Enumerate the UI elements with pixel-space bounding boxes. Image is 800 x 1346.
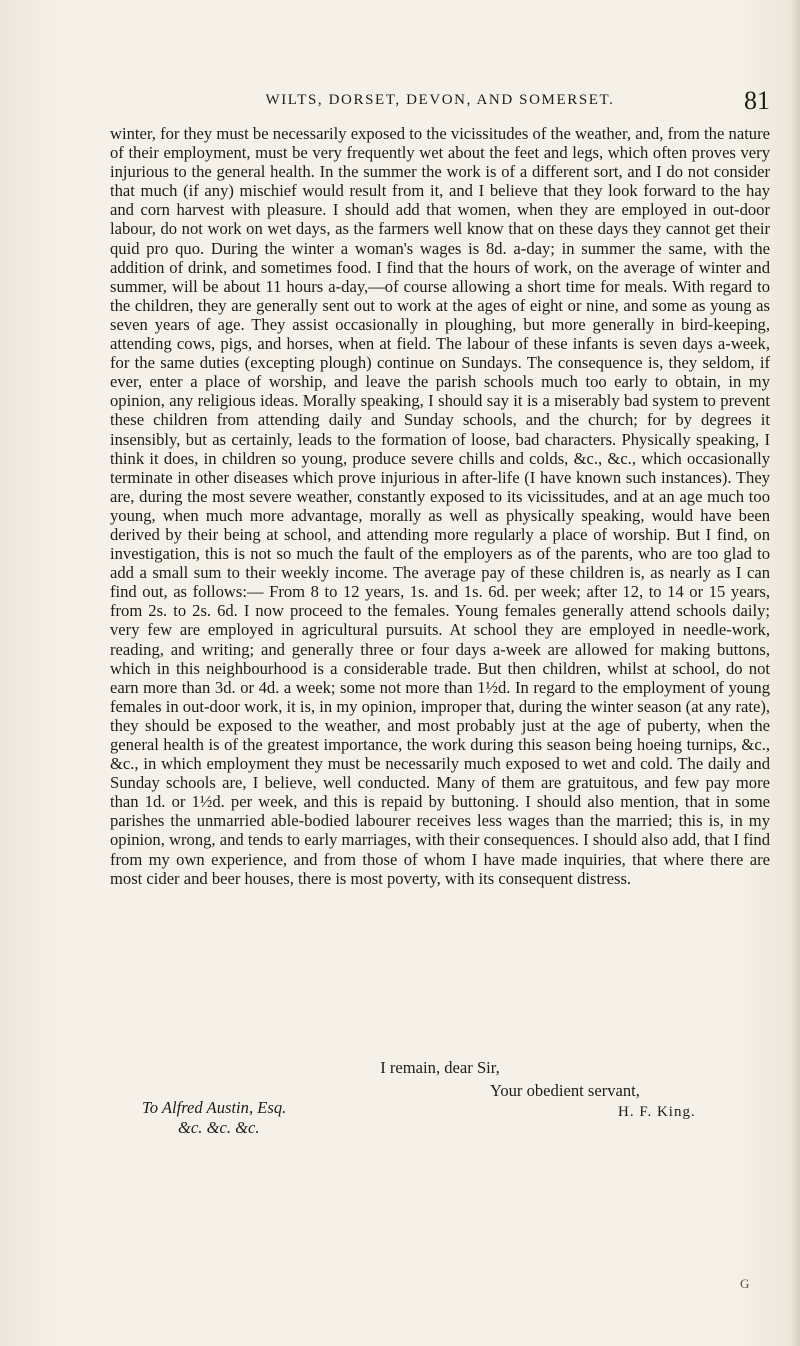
addressee-etc: &c. &c. &c. <box>178 1118 260 1137</box>
page-header <box>110 86 770 116</box>
page-edge-shadow <box>790 0 800 1346</box>
signature: H. F. King. <box>618 1104 696 1120</box>
letter-text: winter, for they must be necessarily exposed to the vicissitudes of the weather, and, from the nature of their employment, must be very frequently wet about the feet and legs, which often proves very injurious to the general health. In the summer the work is of a different sort, and I do not consider that much (if any) mischief would result from it, and I believe that they look forward to the hay and corn harvest with pleasure. I should add that women, when they are employed in out-door labour, do not work on wet days, as the farmers well know that on these days they cannot get their quid pro quo. During the winter a woman's wages is 8d. a-day; in summer the same, with the addition of drink, and sometimes food. I find that the hours of work, on the average of winter and summer, will be about 11 hours a-day,—of course allowing a short time for meals. With regard to the children, they are generally sent out to work at the ages of eight or nine, and some as young as seven years of age. They assist occasionally in ploughing, but more generally in bird-keeping, attending cows, pigs, and horses, when at field. The labour of these infants is seven days a-week, for the same duties (excepting plough) continue on Sundays. The consequence is, they seldom, if ever, enter a place of worship, and leave the parish schools much too early to obtain, in my opinion, any religious ideas. Morally speaking, I should say it is a miserably bad system to prevent these children from attending daily and Sunday schools, and the church; for by degrees it insensibly, but as certainly, leads to the formation of loose, bad characters. Physically speaking, I think it does, in children so young, produce severe chills and colds, &c., &c., which occasionally terminate in other diseases which prove injurious in after-life (I have known such instances). They are, during the most severe weather, constantly exposed to its vicissitudes, and at an age much too young, when much more advantage, morally as well as physically speaking, would have been derived by their being at school, and attending more regularly a place of worship. But I find, on investigation, this is not so much the fault of the employers as of the parents, who are too glad to add a small sum to their weekly income. The average pay of these children is, as nearly as I can find out, as follows:— From 8 to 12 years, 1s. and 1s. 6d. per week; after 12, to 14 or 15 years, from 2s. to 2s. 6d. I now proceed to the females. Young females generally attend schools daily; very few are employed in agricultural pursuits. At school they are employed in needle-work, reading, and writing; and generally three or four days a-week are allowed for making buttons, which in this neighbourhood is a considerable trade. But then children, whilst at school, do not earn more than 3d. or 4d. a week; some not more than 1½d. In regard to the employment of young females in out-door work, it is, in my opinion, improper that, during the winter season (at any rate), they should be exposed to the weather, and most probably just at the age of puberty, when the general health is of the greatest importance, the work during this season being hoeing turnips, &c., &c., in which employment they must be necessarily much exposed to wet and cold. The daily and Sunday schools are, I believe, well conducted. Many of them are gratuitous, and few pay more than 1d. or 1½d. per week, and this is repaid by buttoning. I should also mention, that in some parishes the unmarried able-bodied labourer receives less wages than the married; this is, in my opinion, wrong, and tends to early marriages, with their consequences. I should also add, that I find from my own experience, and from those of whom I have made inquiries, that where there are most cider and beer houses, there is most poverty, with its consequent distress. <box>110 124 770 888</box>
body-paragraph <box>110 124 770 888</box>
addressee-name: To Alfred Austin, Esq. <box>142 1098 287 1117</box>
page-number: 81 <box>744 86 770 115</box>
signature-mark: G <box>740 1276 750 1291</box>
running-head: WILTS, DORSET, DEVON, AND SOMERSET. <box>265 92 615 108</box>
closing-obedient: Your obedient servant, <box>490 1081 640 1100</box>
addressee <box>142 1098 286 1138</box>
closing-remain: I remain, dear Sir, <box>380 1058 500 1077</box>
